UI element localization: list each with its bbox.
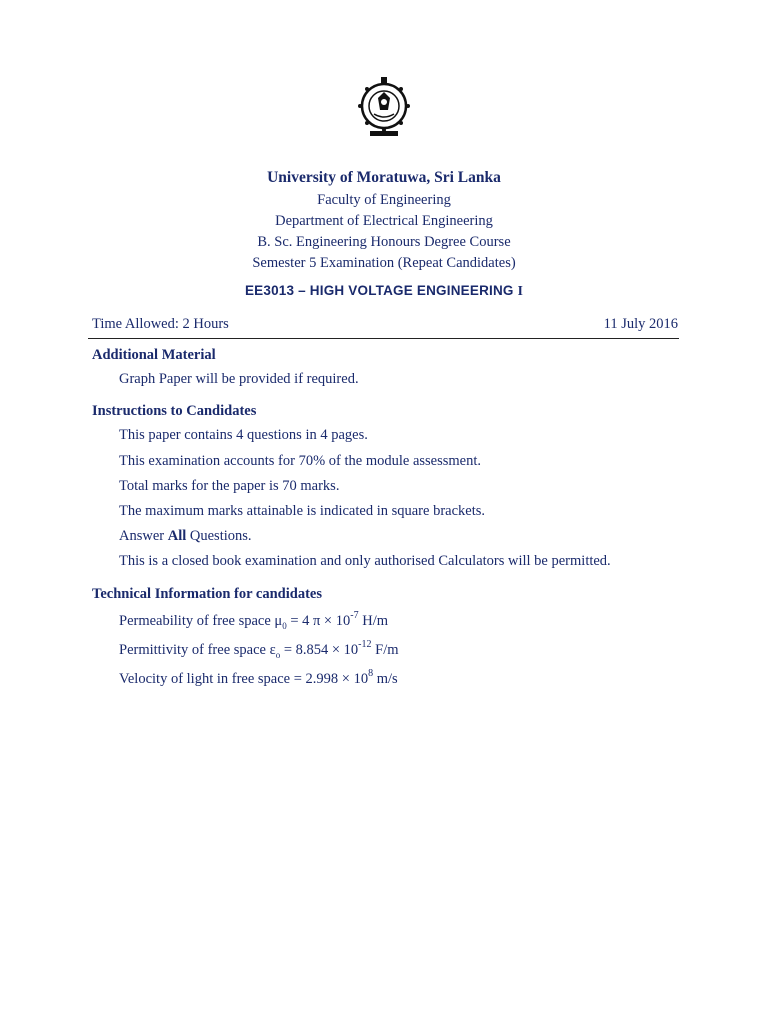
permeability-line [119,612,388,630]
permittivity-unit: F/m [371,642,399,658]
module-title [0,282,768,300]
module-code-title: EE3013 – HIGH VOLTAGE ENGINEERING [244,283,514,298]
permeability-unit: H/m [358,613,388,629]
velocity-exponent: 8 [368,668,374,680]
instruction-item [119,527,252,545]
permeability-exponent: -7 [350,610,359,622]
additional-material-item: Graph Paper will be provided if required. [119,371,359,387]
module-suffix: I [517,283,524,298]
permittivity-exponent: -12 [358,639,372,651]
department-name: Department of Electrical Engineering [275,213,493,229]
mu-subscript: 0 [282,620,287,631]
course-name: B. Sc. Engineering Honours Degree Course [257,234,511,250]
permeability-value: = 4 π × 10 [286,613,351,629]
time-allowed: Time Allowed: 2 Hours [92,316,229,332]
permittivity-line [119,641,399,659]
divider [88,338,679,339]
university-crest-icon [354,76,414,138]
instruction-item: This is a closed book examination and only authorised Calculators will be permitted. [119,553,611,569]
velocity-label: Velocity of light in free space = 2.998 × 10 [119,671,369,687]
velocity-unit: m/s [373,671,398,687]
faculty-name: Faculty of Engineering [317,192,451,208]
additional-material-heading: Additional Material [92,347,216,363]
permittivity-value: = 8.854 × 10 [280,642,359,658]
instruction-item: This examination accounts for 70% of the module assessment. [119,453,482,469]
university-name: University of Moratuwa, Sri Lanka [267,169,501,186]
permeability-label: Permeability of free space [119,613,275,629]
velocity-line [119,670,398,688]
answer-prefix: Answer [119,528,168,544]
instruction-item: The maximum marks attainable is indicated in square brackets. [119,503,486,519]
instruction-item: Total marks for the paper is 70 marks. [119,478,340,494]
instruction-item: This paper contains 4 questions in 4 pages. [119,427,368,443]
exam-name: Semester 5 Examination (Repeat Candidates) [252,255,516,271]
epsilon-symbol: ε [269,642,276,658]
technical-heading: Technical Information for candidates [92,586,322,602]
mu-symbol: μ [274,613,283,629]
permittivity-label: Permittivity of free space [119,642,270,658]
exam-date: 11 July 2016 [603,316,678,332]
instructions-heading: Instructions to Candidates [92,403,257,419]
answer-suffix: Questions. [186,528,252,544]
answer-all: All [167,528,187,544]
epsilon-subscript: o [275,649,281,660]
exam-meta [92,315,678,333]
